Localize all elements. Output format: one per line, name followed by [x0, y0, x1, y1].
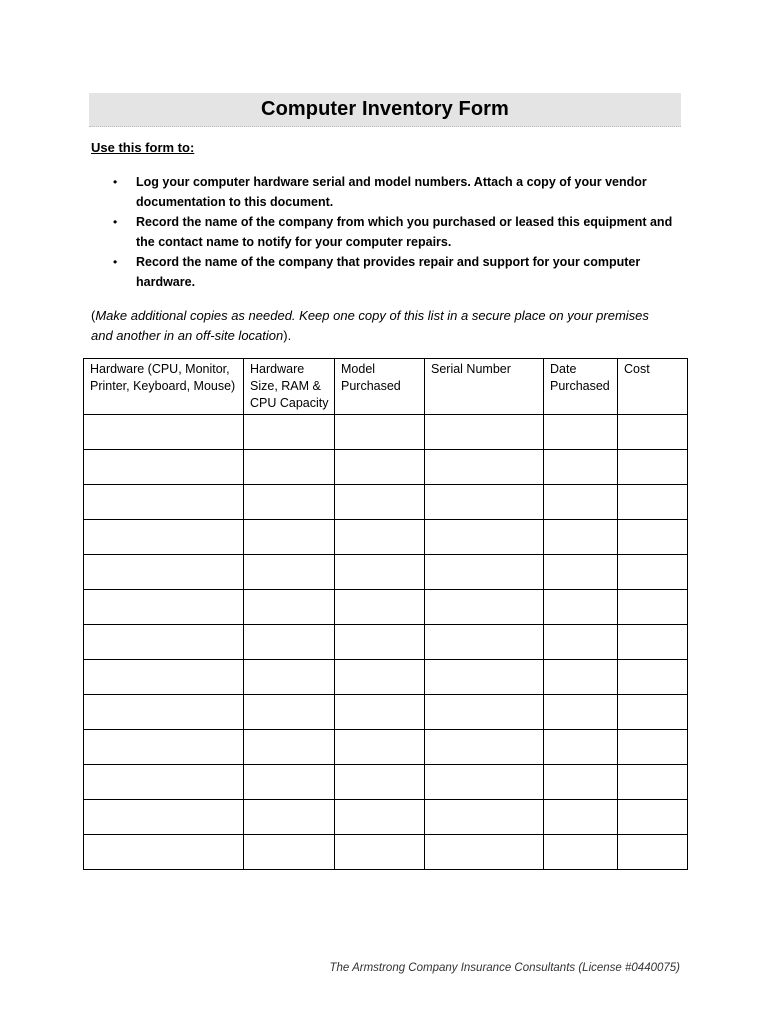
- cell-hardware-size[interactable]: [244, 625, 335, 660]
- cell-hardware[interactable]: [84, 485, 244, 520]
- cell-hardware-size[interactable]: [244, 695, 335, 730]
- cell-serial-number[interactable]: [425, 485, 544, 520]
- cell-hardware-size[interactable]: [244, 800, 335, 835]
- cell-model-purchased[interactable]: [335, 695, 425, 730]
- cell-model-purchased[interactable]: [335, 555, 425, 590]
- cell-date-purchased[interactable]: [544, 765, 618, 800]
- cell-date-purchased[interactable]: [544, 625, 618, 660]
- cell-serial-number[interactable]: [425, 415, 544, 450]
- table-header-row: [84, 359, 688, 415]
- instruction-item: [108, 172, 688, 212]
- cell-hardware[interactable]: [84, 800, 244, 835]
- cell-date-purchased[interactable]: [544, 695, 618, 730]
- cell-serial-number[interactable]: [425, 590, 544, 625]
- cell-date-purchased[interactable]: [544, 660, 618, 695]
- cell-hardware-size[interactable]: [244, 730, 335, 765]
- cell-hardware[interactable]: [84, 590, 244, 625]
- cell-model-purchased[interactable]: [335, 835, 425, 870]
- header-model-purchased: Model Purchased: [335, 359, 425, 415]
- instruction-list: [108, 172, 688, 292]
- cell-serial-number[interactable]: [425, 765, 544, 800]
- header-date-purchased: Date Purchased: [544, 359, 618, 415]
- cell-model-purchased[interactable]: [335, 450, 425, 485]
- note-text: Make additional copies as needed. Keep one copy of this list in a secure place on your premises and another in an off-site location: [91, 308, 649, 343]
- cell-hardware[interactable]: [84, 450, 244, 485]
- cell-model-purchased[interactable]: [335, 765, 425, 800]
- cell-hardware[interactable]: [84, 625, 244, 660]
- cell-serial-number[interactable]: [425, 695, 544, 730]
- table-row: [84, 590, 688, 625]
- table-row: [84, 485, 688, 520]
- inventory-table: [83, 358, 688, 870]
- cell-date-purchased[interactable]: [544, 450, 618, 485]
- header-hardware-size: Hardware Size, RAM & CPU Capacity: [244, 359, 335, 415]
- header-serial-number: Serial Number: [425, 359, 544, 415]
- table-row: [84, 625, 688, 660]
- cell-date-purchased[interactable]: [544, 800, 618, 835]
- cell-cost[interactable]: [618, 800, 688, 835]
- cell-hardware[interactable]: [84, 555, 244, 590]
- cell-serial-number[interactable]: [425, 625, 544, 660]
- cell-cost[interactable]: [618, 415, 688, 450]
- cell-hardware-size[interactable]: [244, 835, 335, 870]
- cell-cost[interactable]: [618, 450, 688, 485]
- cell-hardware-size[interactable]: [244, 765, 335, 800]
- table-row: [84, 765, 688, 800]
- cell-date-purchased[interactable]: [544, 835, 618, 870]
- cell-model-purchased[interactable]: [335, 730, 425, 765]
- table-row: [84, 520, 688, 555]
- cell-date-purchased[interactable]: [544, 590, 618, 625]
- table-row: [84, 660, 688, 695]
- cell-cost[interactable]: [618, 730, 688, 765]
- cell-serial-number[interactable]: [425, 555, 544, 590]
- cell-date-purchased[interactable]: [544, 555, 618, 590]
- table-row: [84, 555, 688, 590]
- cell-date-purchased[interactable]: [544, 485, 618, 520]
- note-close-paren: ).: [283, 328, 292, 343]
- cell-hardware[interactable]: [84, 835, 244, 870]
- cell-model-purchased[interactable]: [335, 485, 425, 520]
- cell-hardware-size[interactable]: [244, 415, 335, 450]
- page-title: Computer Inventory Form: [261, 98, 509, 120]
- instruction-text: Record the name of the company from which you purchased or leased this equipment and the contact name to notify for your computer repairs.: [136, 215, 673, 249]
- cell-hardware-size[interactable]: [244, 590, 335, 625]
- cell-cost[interactable]: [618, 660, 688, 695]
- cell-cost[interactable]: [618, 695, 688, 730]
- cell-hardware-size[interactable]: [244, 485, 335, 520]
- cell-cost[interactable]: [618, 765, 688, 800]
- cell-cost[interactable]: [618, 555, 688, 590]
- cell-hardware-size[interactable]: [244, 660, 335, 695]
- instruction-item: [108, 212, 688, 252]
- cell-hardware[interactable]: [84, 415, 244, 450]
- cell-serial-number[interactable]: [425, 660, 544, 695]
- title-banner: [89, 93, 681, 127]
- cell-model-purchased[interactable]: [335, 800, 425, 835]
- cell-hardware-size[interactable]: [244, 555, 335, 590]
- table-row: [84, 695, 688, 730]
- intro-heading: Use this form to:: [91, 140, 195, 155]
- table-row: [84, 800, 688, 835]
- note-open-paren: (: [91, 308, 96, 323]
- header-cost: Cost: [618, 359, 688, 415]
- cell-serial-number[interactable]: [425, 450, 544, 485]
- cell-serial-number[interactable]: [425, 800, 544, 835]
- table-row: [84, 730, 688, 765]
- cell-serial-number[interactable]: [425, 730, 544, 765]
- table-row: [84, 415, 688, 450]
- copies-note: [91, 306, 671, 346]
- footer-license: The Armstrong Company Insurance Consultants (License #0440075): [329, 962, 680, 974]
- cell-hardware[interactable]: [84, 660, 244, 695]
- cell-hardware[interactable]: [84, 695, 244, 730]
- bullet-icon: •: [113, 215, 118, 229]
- cell-date-purchased[interactable]: [544, 415, 618, 450]
- cell-model-purchased[interactable]: [335, 590, 425, 625]
- cell-model-purchased[interactable]: [335, 625, 425, 660]
- instruction-item: [108, 252, 688, 292]
- bullet-icon: •: [113, 255, 118, 269]
- cell-cost[interactable]: [618, 520, 688, 555]
- cell-cost[interactable]: [618, 835, 688, 870]
- cell-model-purchased[interactable]: [335, 660, 425, 695]
- cell-model-purchased[interactable]: [335, 520, 425, 555]
- inventory-table-body: [84, 415, 688, 870]
- instruction-text: Log your computer hardware serial and model numbers. Attach a copy of your vendor documentation to this document.: [136, 175, 647, 209]
- cell-hardware[interactable]: [84, 765, 244, 800]
- cell-cost[interactable]: [618, 625, 688, 660]
- cell-serial-number[interactable]: [425, 835, 544, 870]
- cell-cost[interactable]: [618, 590, 688, 625]
- table-row: [84, 835, 688, 870]
- cell-hardware-size[interactable]: [244, 520, 335, 555]
- cell-date-purchased[interactable]: [544, 520, 618, 555]
- header-hardware: Hardware (CPU, Monitor, Printer, Keyboard, Mouse): [84, 359, 244, 415]
- bullet-icon: •: [113, 175, 118, 189]
- cell-hardware[interactable]: [84, 730, 244, 765]
- cell-model-purchased[interactable]: [335, 415, 425, 450]
- cell-serial-number[interactable]: [425, 520, 544, 555]
- cell-date-purchased[interactable]: [544, 730, 618, 765]
- cell-hardware[interactable]: [84, 520, 244, 555]
- instruction-text: Record the name of the company that provides repair and support for your computer hardware.: [136, 255, 641, 289]
- table-row: [84, 450, 688, 485]
- cell-hardware-size[interactable]: [244, 450, 335, 485]
- cell-cost[interactable]: [618, 485, 688, 520]
